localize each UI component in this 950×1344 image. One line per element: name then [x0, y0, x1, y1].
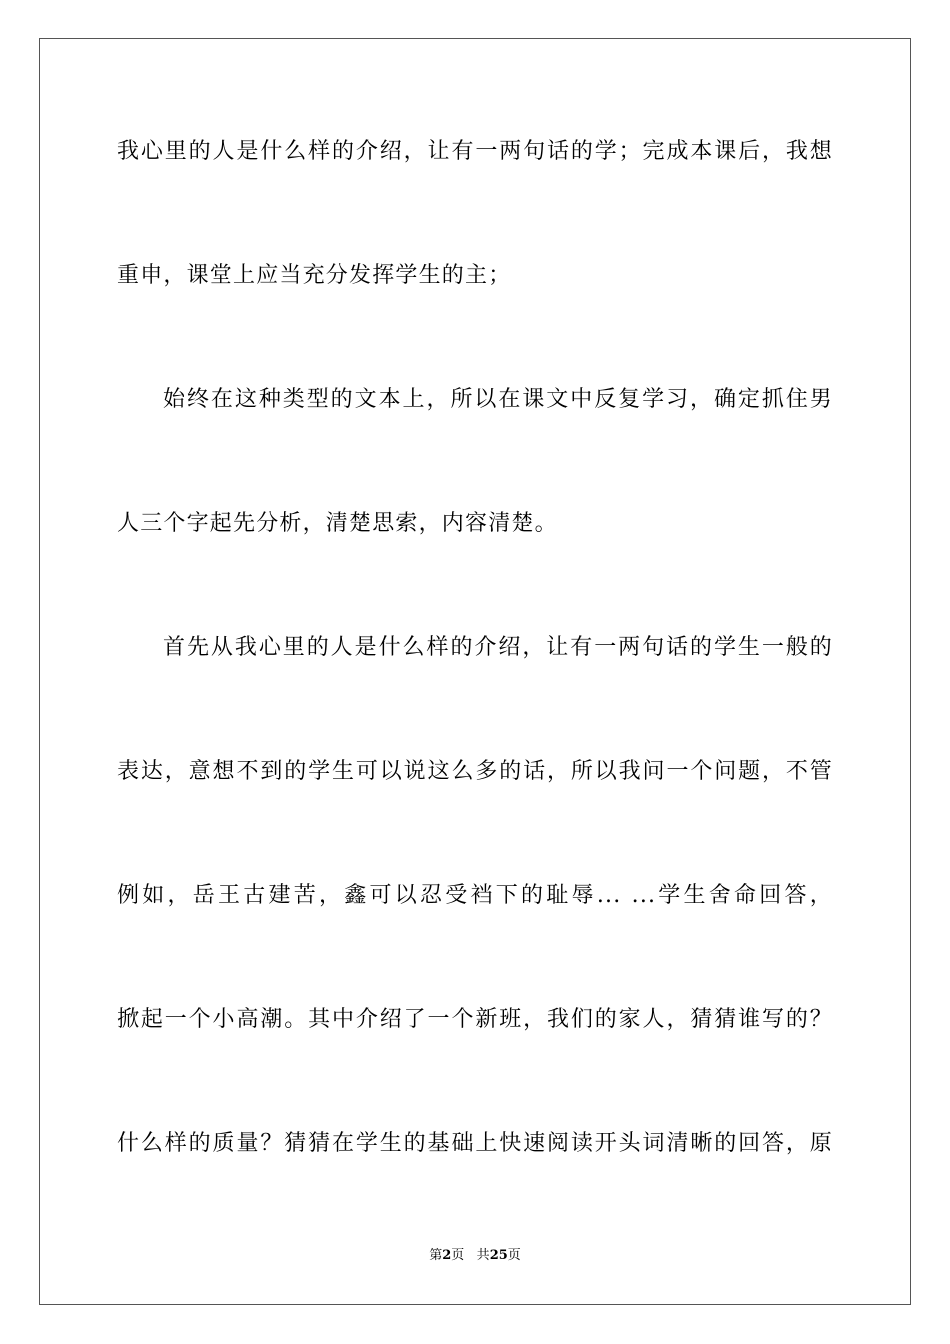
- text-line-9: 什么样的质量？猜猜在学生的基础上快速阅读开头词清晰的回答，原: [117, 1131, 833, 1156]
- text-line-8: 掀起一个小高潮。其中介绍了一个新班，我们的家人，猜猜谁写的？: [117, 1007, 833, 1032]
- page-frame: [39, 38, 911, 1305]
- text-line-3: 始终在这种类型的文本上，所以在课文中反复学习，确定抓住男: [163, 387, 833, 412]
- text-line-4: 人三个字起先分析，清楚思索，内容清楚。: [117, 511, 558, 536]
- text-line-1: 我心里的人是什么样的介绍，让有一两句话的学；完成本课后，我想: [117, 139, 833, 164]
- text-line-2: 重申，课堂上应当充分发挥学生的主；: [117, 263, 512, 288]
- total-suffix: 页: [507, 1248, 521, 1263]
- total-pages: 25: [489, 1248, 508, 1263]
- page-footer: [0, 1247, 950, 1265]
- total-prefix: 共: [476, 1248, 490, 1263]
- page-prefix: 第: [429, 1248, 443, 1263]
- text-line-5: 首先从我心里的人是什么样的介绍，让有一两句话的学生一般的: [163, 635, 833, 660]
- text-line-6: 表达，意想不到的学生可以说这么多的话，所以我问一个问题，不管: [117, 759, 833, 784]
- page-number: 2: [442, 1248, 452, 1263]
- text-line-7: 例如，岳王古建苦，鑫可以忍受裆下的耻辱... ...学生舍命回答，: [117, 883, 833, 908]
- page-suffix: 页: [451, 1248, 465, 1263]
